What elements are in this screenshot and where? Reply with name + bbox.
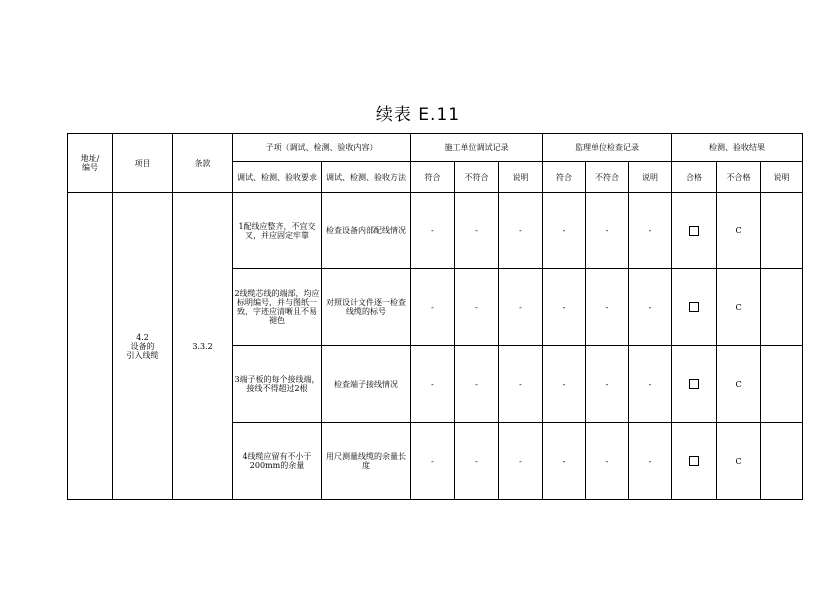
inspection-table bbox=[67, 133, 803, 500]
header-subitem-group: 子项（调试、检测、验收内容） bbox=[233, 134, 411, 162]
header-result-group: 检测、验收结果 bbox=[672, 134, 803, 162]
qualified-checkbox[interactable] bbox=[689, 302, 699, 312]
supervision-conform-cell: - bbox=[543, 269, 586, 346]
requirement-cell: 1配线应整齐，不宜交叉，并应固定牢靠 bbox=[233, 193, 322, 269]
construction-nonconform-cell: - bbox=[455, 346, 499, 423]
header-supervision-conform: 符合 bbox=[543, 162, 586, 193]
header-requirement: 调试、检测、验收要求 bbox=[233, 162, 322, 193]
construction-conform-cell: - bbox=[411, 269, 455, 346]
qualified-cell bbox=[672, 346, 717, 423]
header-construction-group: 施工单位调试记录 bbox=[411, 134, 543, 162]
header-construction-conform: 符合 bbox=[411, 162, 455, 193]
supervision-conform-cell: - bbox=[543, 193, 586, 269]
header-method: 调试、检测、验收方法 bbox=[322, 162, 411, 193]
supervision-nonconform-cell: - bbox=[586, 269, 629, 346]
supervision-nonconform-cell: - bbox=[586, 423, 629, 500]
supervision-note-cell: - bbox=[629, 346, 672, 423]
qualified-cell bbox=[672, 193, 717, 269]
clause-cell: 3.3.2 bbox=[173, 193, 233, 500]
result-note-cell bbox=[761, 346, 803, 423]
unqualified-cell: C bbox=[717, 423, 761, 500]
method-cell: 用尺测量线缆的余量长度 bbox=[322, 423, 411, 500]
supervision-conform-cell: - bbox=[543, 346, 586, 423]
header-construction-note: 说明 bbox=[499, 162, 543, 193]
requirement-cell: 2线缆芯线的端部，均应标明编号，并与图纸一致，字迹应清晰且不易褪色 bbox=[233, 269, 322, 346]
header-result-qualified: 合格 bbox=[672, 162, 717, 193]
header-supervision-group: 监理单位检查记录 bbox=[543, 134, 672, 162]
header-construction-nonconform: 不符合 bbox=[455, 162, 499, 193]
result-note-cell bbox=[761, 269, 803, 346]
construction-conform-cell: - bbox=[411, 423, 455, 500]
result-note-cell bbox=[761, 423, 803, 500]
header-clause: 条款 bbox=[173, 134, 233, 193]
method-cell: 对照设计文件逐一检查线缆的标号 bbox=[322, 269, 411, 346]
header-location-no: 地址/ 编号 bbox=[68, 134, 113, 193]
qualified-checkbox[interactable] bbox=[689, 456, 699, 466]
table-title: 续表 E.11 bbox=[375, 105, 461, 125]
supervision-note-cell: - bbox=[629, 269, 672, 346]
supervision-nonconform-cell: - bbox=[586, 193, 629, 269]
table-row bbox=[68, 193, 803, 269]
method-cell: 检查设备内部配线情况 bbox=[322, 193, 411, 269]
construction-note-cell: - bbox=[499, 346, 543, 423]
construction-nonconform-cell: - bbox=[455, 269, 499, 346]
requirement-cell: 3端子板的每个接线端，接线不得超过2根 bbox=[233, 346, 322, 423]
supervision-conform-cell: - bbox=[543, 423, 586, 500]
requirement-cell: 4线缆应留有不小于200mm的余量 bbox=[233, 423, 322, 500]
supervision-nonconform-cell: - bbox=[586, 346, 629, 423]
supervision-note-cell: - bbox=[629, 193, 672, 269]
construction-note-cell: - bbox=[499, 423, 543, 500]
unqualified-cell: C bbox=[717, 346, 761, 423]
qualified-cell bbox=[672, 423, 717, 500]
unqualified-cell: C bbox=[717, 269, 761, 346]
construction-note-cell: - bbox=[499, 269, 543, 346]
construction-conform-cell: - bbox=[411, 346, 455, 423]
construction-nonconform-cell: - bbox=[455, 193, 499, 269]
header-result-unqualified: 不合格 bbox=[717, 162, 761, 193]
header-supervision-note: 说明 bbox=[629, 162, 672, 193]
result-note-cell bbox=[761, 193, 803, 269]
header-supervision-nonconform: 不符合 bbox=[586, 162, 629, 193]
supervision-note-cell: - bbox=[629, 423, 672, 500]
construction-note-cell: - bbox=[499, 193, 543, 269]
item-name-cell: 4.2 设备的 引入线缆 bbox=[113, 193, 173, 500]
method-cell: 检查端子接线情况 bbox=[322, 346, 411, 423]
construction-nonconform-cell: - bbox=[455, 423, 499, 500]
qualified-cell bbox=[672, 269, 717, 346]
unqualified-cell: C bbox=[717, 193, 761, 269]
construction-conform-cell: - bbox=[411, 193, 455, 269]
header-item: 项目 bbox=[113, 134, 173, 193]
location-no-cell bbox=[68, 193, 113, 500]
qualified-checkbox[interactable] bbox=[689, 379, 699, 389]
header-result-note: 说明 bbox=[761, 162, 803, 193]
qualified-checkbox[interactable] bbox=[689, 226, 699, 236]
